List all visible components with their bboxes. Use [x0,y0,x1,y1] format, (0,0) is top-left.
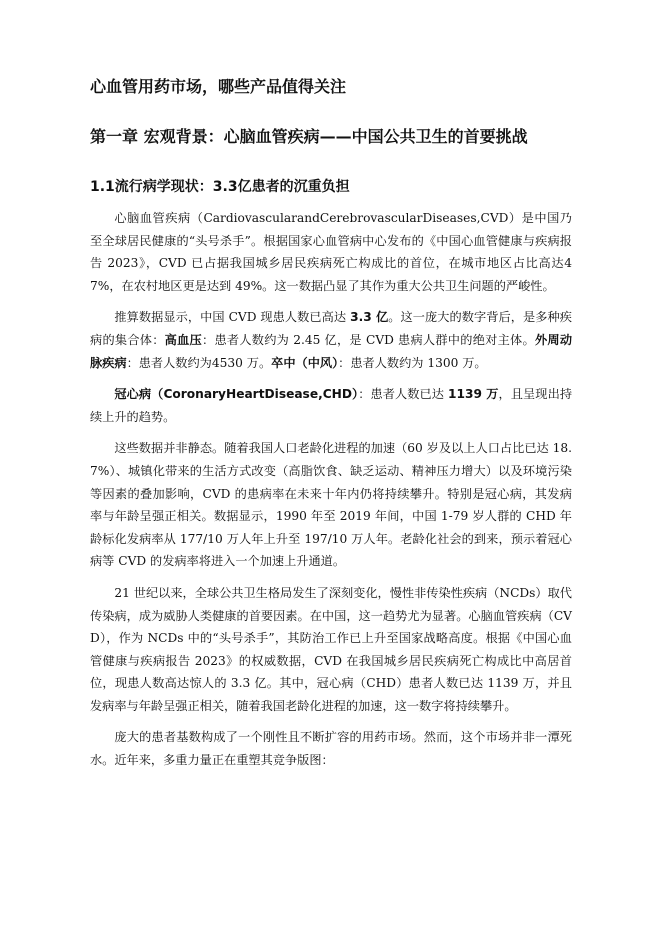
hypertension-bold: 高血压 [164,332,203,347]
paragraph-4: 这些数据并非静态。随着我国人口老龄化进程的加速（60 岁及以上人口占比已达 18.7%）、城镇化带来的生活方式改变（高脂饮食、缺乏运动、精神压力增大）以及环境污染等因素的叠加影响，CVD 的患病率在未来十年内仍将持续攀升。特别是冠心病，其发病率与年龄呈强正相关。数据显示，1990 年至 2019 年间，中国 1-79 岁人群的 CHD 年龄标化发病率从 177/10 万人年上升至 197/10 万人年。老龄化社会的到来，预示着冠心病等 CVD 的发病率将进入一个加速上升通道。 [90,441,572,569]
chapter-title: 第一章 宏观背景：心脑血管疾病——中国公共卫生的首要挑战 [90,127,528,146]
p3-text-b: ：患者人数已达 [358,387,449,402]
p3-text-d: ，且呈现出持续上升的趋势。 [90,387,573,424]
total-patients-bold: 3.3 亿 [350,310,389,325]
paragraph-5: 21 世纪以来，全球公共卫生格局发生了深刻变化，慢性非传染性疾病（NCDs）取代传染病，成为威胁人类健康的首要因素。在中国，这一趋势尤为显著。心脑血管疾病（CVD），作为 NCDs 中的“头号杀手”，其防治工作已上升至国家战略高度。根据《中国心血管健康与疾病报告 2023》的权威数据，CVD 在我国城乡居民疾病死亡构成比中高居首位，现患人数高达惊人的 3.3 亿。其中，冠心病（CHD）患者人数已达 1139 万，并且发病率与年龄呈强正相关，随着我国老龄化进程的加速，这一数字将持续攀升。 [90,585,572,713]
paragraph-1: 心脑血管疾病（CardiovascularandCerebrovascularDiseases,CVD）是中国乃至全球居民健康的“头号杀手”。根据国家心血管病中心发布的《中国心血管健康与疾病报告 2023》，CVD 已占据我国城乡居民疾病死亡构成比的首位，在城市地区占比高达47%，在农村地区更是达到 49%。这一数据凸显了其作为重大公共卫生问题的严峻性。 [90,211,572,293]
pad-bold: 外周动脉疾病 [90,332,573,370]
chd-count-bold: 1139 万 [448,387,499,402]
body-text [90,207,572,781]
stroke-bold: 卒中（中风） [271,355,339,370]
chd-bold: 冠心病（CoronaryHeartDisease,CHD） [114,387,359,402]
p2-text-i: ：患者人数约为 1300 万。 [338,355,487,370]
document-title: 心血管用药市场，哪些产品值得关注 [90,77,347,96]
paragraph-6: 庞大的患者基数构成了一个刚性且不断扩容的用药市场。然而，这个市场并非一潭死水。近年来，多重力量正在重塑其竞争版图： [90,730,572,768]
paragraph-2 [90,306,572,374]
p2-text-c: 。这一庞大的数字背后，是多种疾病的集合体： [90,310,572,347]
section-title: 1.1流行病学现状：3.3亿患者的沉重负担 [90,179,350,195]
p2-text-a: 推算数据显示，中国 CVD 现患人数已高达 [114,310,351,325]
p2-text-g: ：患者人数约为4530 万。 [126,355,272,370]
paragraph-3 [90,383,572,428]
p2-text-e: ：患者人数约为 2.45 亿，是 CVD 患病人群中的绝对主体。 [202,332,535,347]
